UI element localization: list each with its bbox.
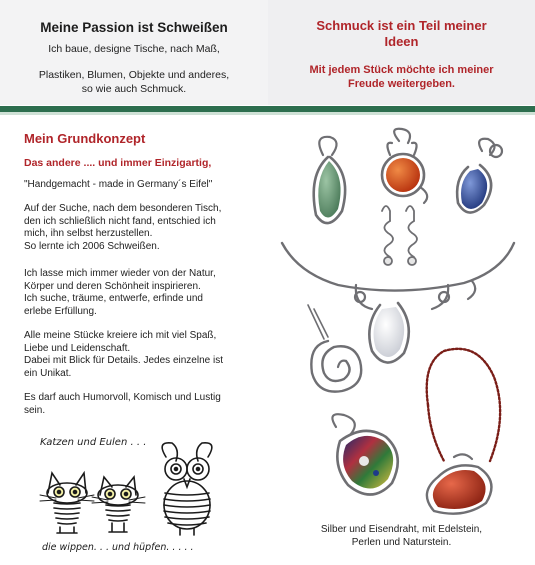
blue-stone-pendant	[457, 139, 502, 213]
jewelry-gallery	[268, 115, 535, 565]
passion-title: Meine Passion ist Schweißen	[40, 20, 228, 35]
jewelry-title-line-1: Schmuck ist ein Teil meiner	[316, 18, 487, 33]
cat-1-figure	[40, 473, 94, 533]
spiral-earrings	[382, 206, 417, 265]
paragraph-humor	[24, 392, 259, 417]
jewelry-title-line-2: Ideen	[384, 34, 419, 49]
cartoon-label-top: Katzen und Eulen . . .	[40, 437, 147, 448]
red-stone-pendant	[427, 454, 492, 513]
jewelry-caption	[268, 523, 535, 549]
para-line: Körper und deren Schönheit inspirieren.	[24, 280, 201, 292]
para-line: So lernte ich 2006 Schweißen.	[24, 240, 160, 252]
concept-section	[0, 115, 268, 565]
red-bead-chain	[427, 349, 500, 461]
jewelry-subtitle-line-1: Mit jedem Stück möchte ich meiner	[309, 64, 494, 76]
cartoon-label-bottom: die wippen. . . und hüpfen. . . . .	[42, 542, 194, 553]
owl-figure	[162, 443, 212, 535]
para-line: Ich lasse mich immer wieder von der Natur,	[24, 268, 216, 279]
para-line: den ich schließlich nicht fand, entschied ich	[24, 215, 216, 227]
para-line: sein.	[24, 404, 46, 416]
white-stone-necklace	[282, 243, 514, 363]
jewelry-subtitle-line-2: Freude weitergeben.	[348, 78, 455, 90]
caption-line-1: Silber und Eisendraht, mit Edelstein,	[320, 524, 483, 535]
header-right-panel	[268, 0, 535, 105]
para-line: Liebe und Leidenschaft.	[24, 342, 131, 354]
para-line: ein Unikat.	[24, 367, 72, 379]
passion-line-1: Ich baue, designe Tische, nach Maß,	[48, 43, 220, 55]
para-line: Ich suche, träume, entwerfe, erfinde und	[24, 293, 203, 304]
para-line: erlebe Erfüllung.	[24, 305, 97, 317]
para-line: Auf der Suche, nach dem besonderen Tisch,	[24, 203, 222, 214]
cat-2-figure	[92, 477, 145, 532]
passion-line-2: Plastiken, Blumen, Objekte und anderes,	[38, 69, 230, 81]
para-line: Dabei mit Blick für Details. Jedes einzelne ist	[24, 355, 223, 366]
passion-line-3: so wie auch Schmuck.	[81, 83, 187, 95]
caption-line-2: Perlen und Naturstein.	[351, 537, 452, 548]
paragraph-search	[24, 203, 259, 253]
para-line: Es darf auch Humorvoll, Komisch und Lustig	[24, 392, 221, 403]
paragraph-inspiration	[24, 268, 259, 318]
orange-stone-pendant	[382, 129, 427, 203]
para-line: mich, ihn selbst herzustellen.	[24, 228, 153, 239]
header-left-panel	[0, 0, 268, 105]
concept-subtitle: Das andere .... und immer Einzigartig,	[24, 157, 212, 169]
handmade-quote: "Handgemacht - made in Germany´s Eifel"	[24, 179, 213, 190]
green-stone-pendant	[314, 137, 345, 223]
paragraph-creation	[24, 330, 259, 380]
spiral-wire-pendant	[308, 305, 361, 392]
concept-title: Mein Grundkonzept	[24, 131, 146, 146]
cats-and-owls-cartoon	[30, 435, 230, 560]
cats-owls-drawing	[30, 435, 230, 545]
jewelry-photo-collage	[268, 115, 535, 520]
para-line: Alle meine Stücke kreiere ich mit viel Spaß,	[24, 330, 217, 341]
multicolor-stone-pendant	[332, 414, 397, 494]
